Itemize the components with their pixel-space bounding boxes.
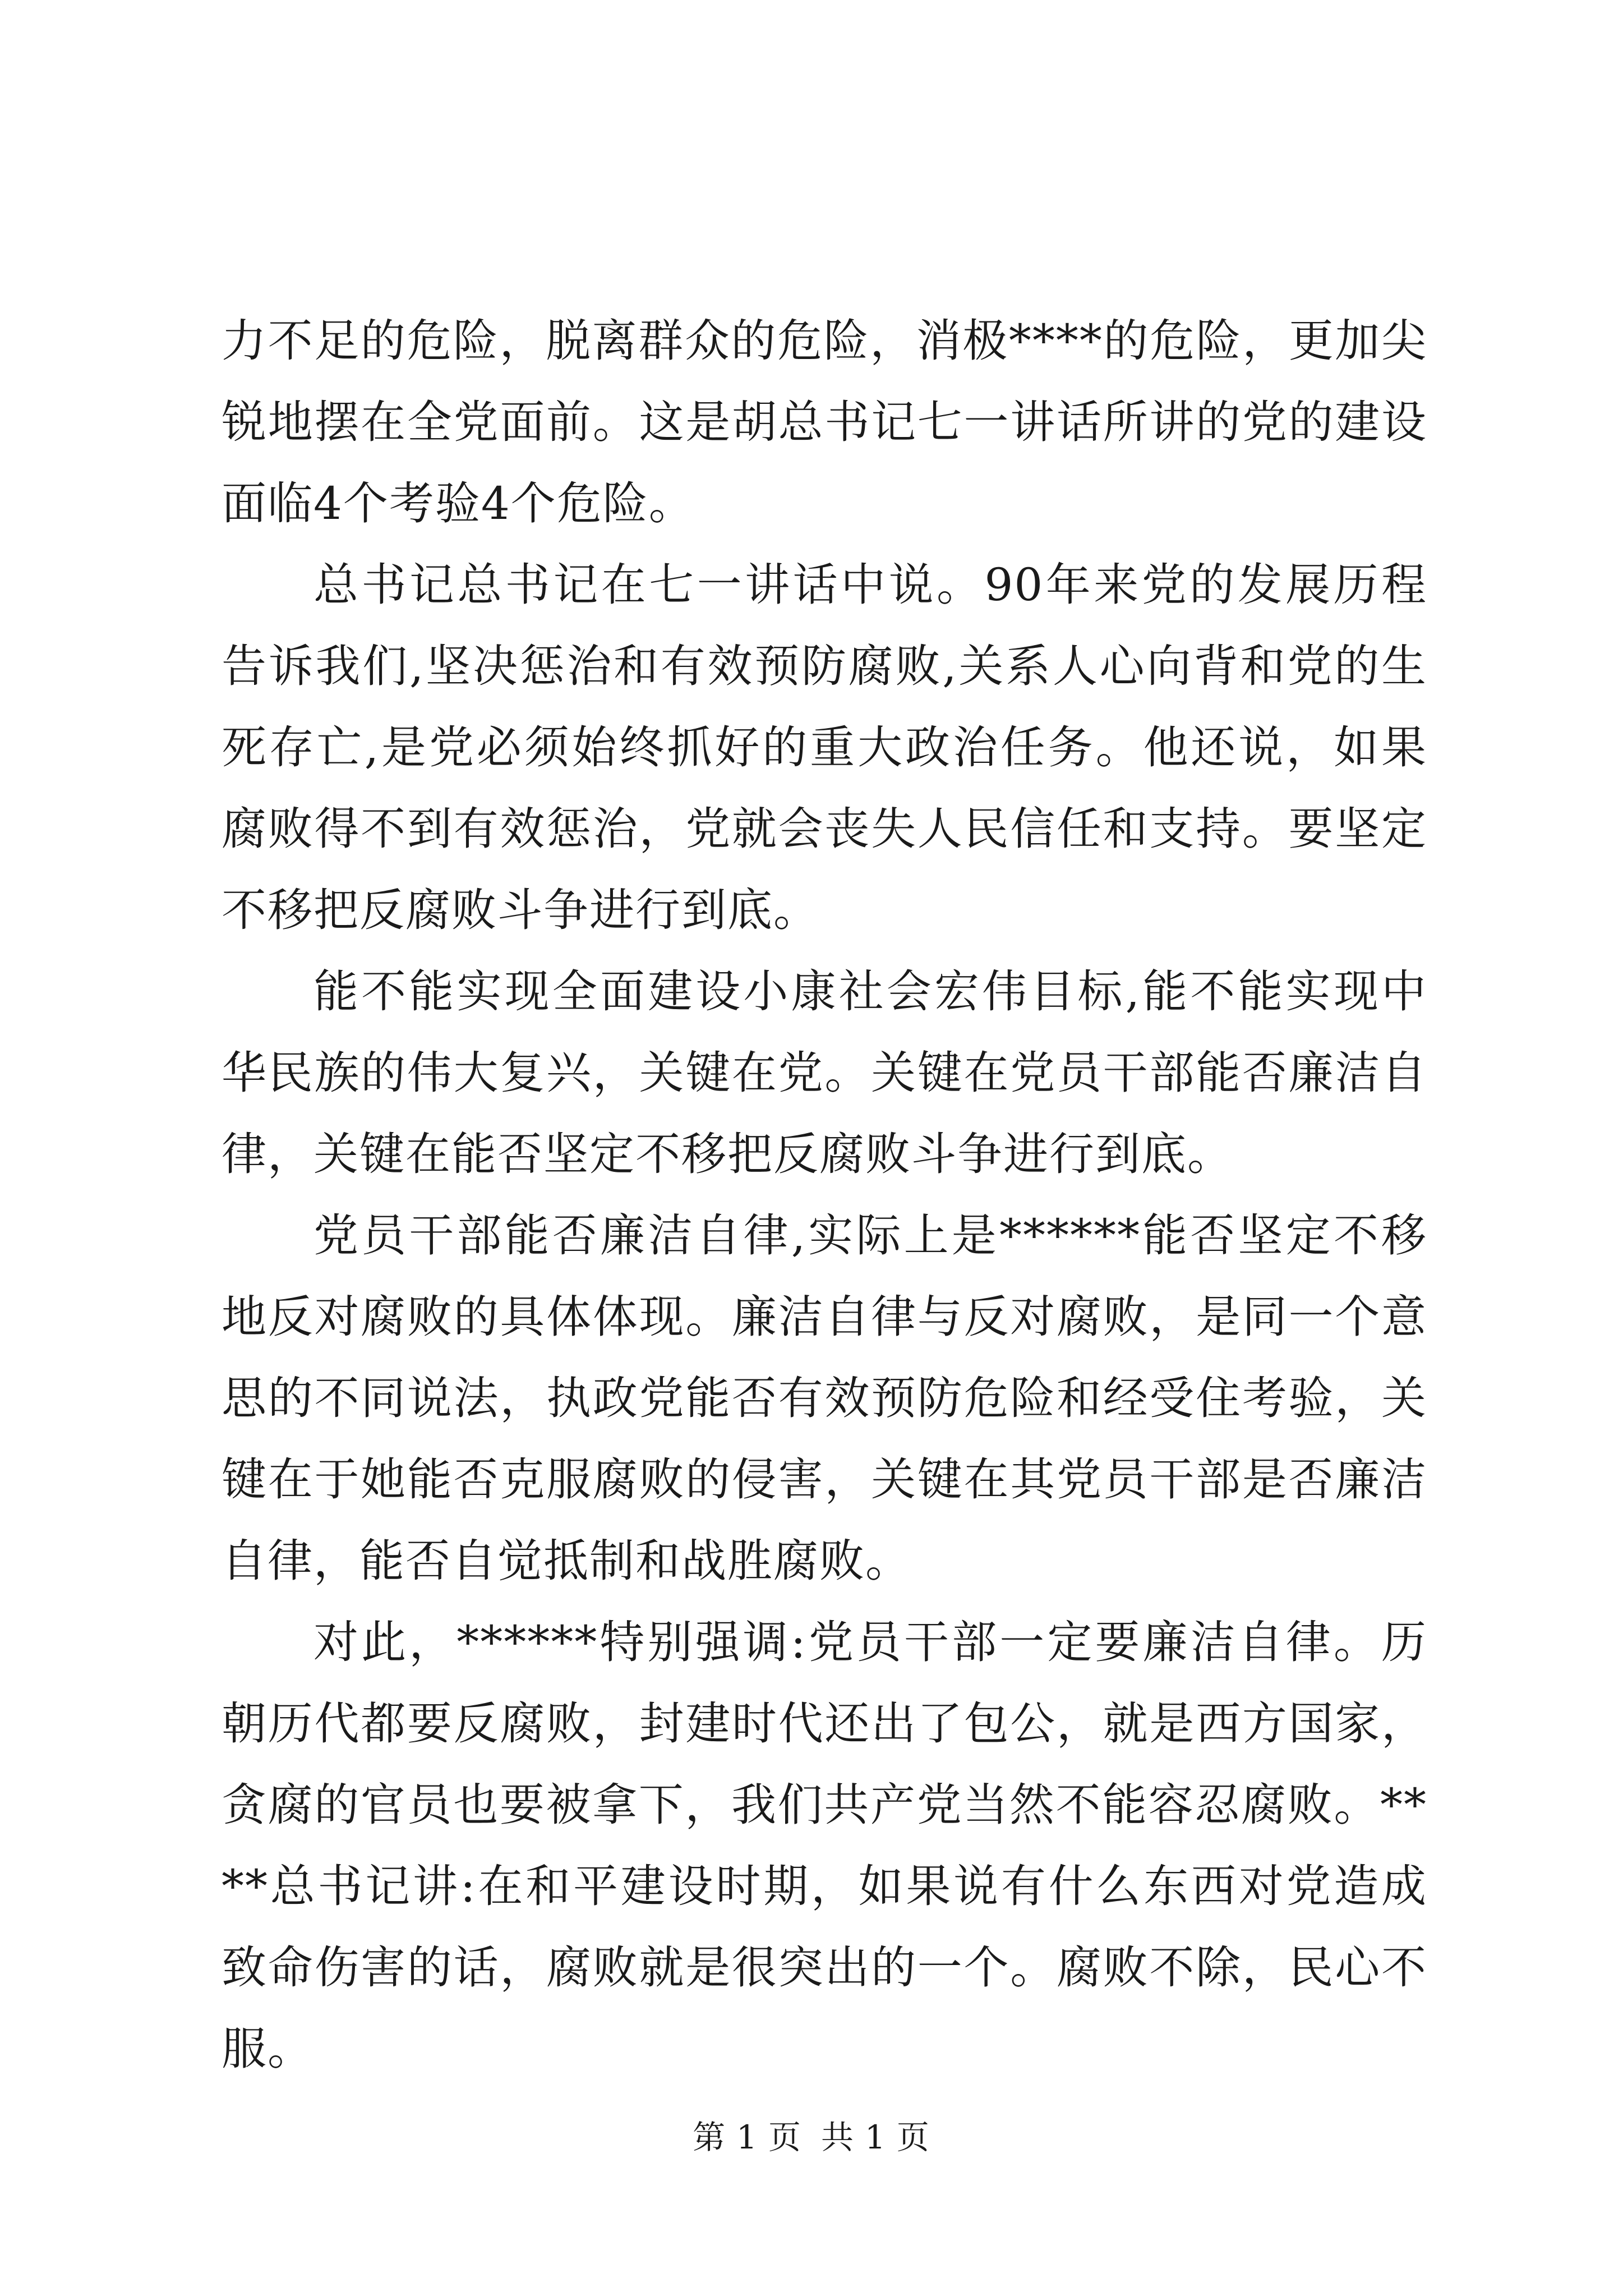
page-prefix: 第 <box>693 2118 727 2156</box>
page-suffix: 页 <box>768 2118 802 2156</box>
page-footer <box>0 2115 1623 2160</box>
paragraph-5: 对此，******特别强调:党员干部一定要廉洁自律。历朝历代都要反腐败，封建时代还出了包公，就是西方国家，贪腐的官员也要被拿下，我们共产党当然不能容忍腐败。****总书记讲:在和平建设时期，如果说有什么东西对党造成致命伤害的话，腐败就是很突出的一个。腐败不除，民心不服。 <box>222 1616 1427 2075</box>
page-number: 1 <box>736 2118 758 2156</box>
paragraph-2: 总书记总书记在七一讲话中说。90年来党的发展历程告诉我们,坚决惩治和有效预防腐败,关系人心向背和党的生死存亡,是党必须始终抓好的重大政治任务。他还说，如果腐败得不到有效惩治，党就会丧失人民信任和支持。要坚定不移把反腐败斗争进行到底。 <box>222 559 1427 936</box>
total-pages: 1 <box>865 2118 887 2156</box>
total-prefix: 共 <box>821 2118 855 2156</box>
document-body <box>222 300 1427 2090</box>
paragraph-1: 力不足的危险，脱离群众的危险，消极****的危险，更加尖锐地摆在全党面前。这是胡总书记七一讲话所讲的党的建设面临4个考验4个危险。 <box>222 315 1427 530</box>
paragraph-4: 党员干部能否廉洁自律,实际上是******能否坚定不移地反对腐败的具体体现。廉洁自律与反对腐败，是同一个意思的不同说法，执政党能否有效预防危险和经受住考验，关键在于她能否克服腐败的侵害，关键在其党员干部是否廉洁自律，能否自觉抵制和战胜腐败。 <box>222 1209 1427 1587</box>
paragraph-3: 能不能实现全面建设小康社会宏伟目标,能不能实现中华民族的伟大复兴，关键在党。关键在党员干部能否廉洁自律，关键在能否坚定不移把反腐败斗争进行到底。 <box>222 965 1427 1180</box>
total-suffix: 页 <box>896 2118 930 2156</box>
